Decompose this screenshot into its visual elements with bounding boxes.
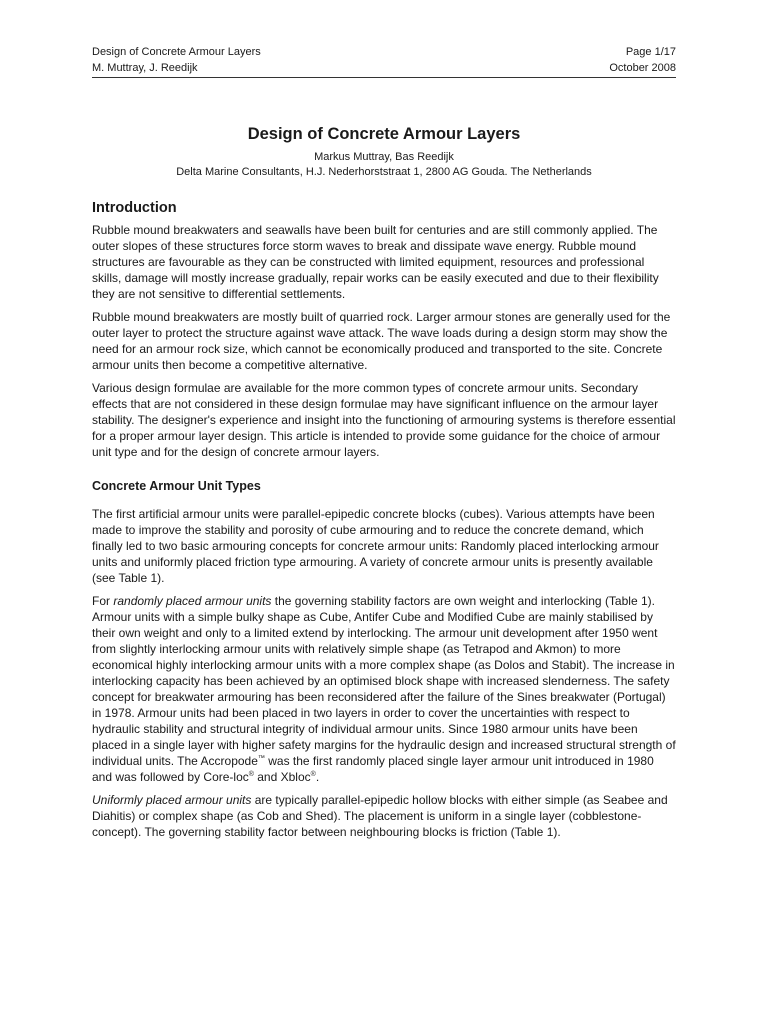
intro-paragraph-3: Various design formulae are available for the more common types of concrete armour units. Secondary effects that are not considered in these design formulae may have significant influence on the armour layer stability. The designer's experience and insight into the functioning of armouring systems is therefore essential for a proper armour layer design. This article is intended to provide some guidance for the choice of armour unit type and for the design of concrete armour layers. (92, 381, 676, 459)
p3-body: are typically parallel-epipedic hollow blocks with either simple (as Seabee and Diahitis) or complex shape (as Cob and Shed). The placement is uniform in a single layer (cobblestone-concept). The governing stability factor between neighbouring blocks is friction (Table 1). (92, 793, 668, 839)
header-date: October 2008 (609, 62, 676, 74)
author-names: Markus Muttray, Bas Reedijk (314, 151, 454, 163)
p3-italic-term: Uniformly placed armour units (92, 793, 252, 807)
section-heading-introduction: Introduction (92, 200, 177, 216)
main-content (92, 199, 676, 847)
page-header (92, 44, 676, 76)
document-page (92, 0, 676, 1024)
header-row-2 (92, 60, 676, 76)
p2-prefix: For (92, 594, 114, 608)
unit-types-paragraph-2 (92, 593, 676, 785)
trademark-symbol: ™ (257, 755, 265, 762)
intro-paragraph-2: Rubble mound breakwaters are mostly built of quarried rock. Larger armour stones are generally used for the outer layer to protect the structure against wave attack. The wave loads during a design storm may show the need for an armour rock size, which cannot be economically produced and transported to the site. Concrete armour units then become a competitive alternative. (92, 310, 671, 372)
p2-end: . (315, 770, 320, 784)
document-title: Design of Concrete Armour Layers (247, 125, 521, 143)
unit-types-paragraph-3 (92, 792, 676, 840)
author-affiliation: Delta Marine Consultants, H.J. Nederhorststraat 1, 2800 AG Gouda. The Netherlands (176, 166, 592, 178)
header-row-1 (92, 44, 676, 60)
title-block (92, 124, 676, 180)
registered-symbol-1: ® (248, 771, 254, 778)
intro-paragraph-1: Rubble mound breakwaters and seawalls have been built for centuries and are still commonly applied. The outer slopes of these structures force storm waves to break and dissipate wave energy. Rubble mound structures are favourable as they can be constructed with limited equipment, resources and professional skills, damage will mostly increase gradually, repair works can be easily executed and due to their flexibility they are not sensitive to differential settlements. (92, 223, 659, 301)
header-divider (92, 77, 676, 78)
unit-types-paragraph-1: The first artificial armour units were parallel-epipedic concrete blocks (cubes). Various attempts have been made to improve the stability and porosity of cube armouring and to reduce the concrete demand, which finally led to two basic armouring concepts for concrete armour units: Randomly placed interlocking armour units and uniformly placed friction type armouring. A variety of concrete armour units is presently available (see Table 1). (92, 507, 659, 585)
p2-and: and Xbloc (253, 770, 311, 784)
header-doc-title: Design of Concrete Armour Layers (92, 46, 261, 58)
p2-mid: was the first randomly placed single layer armour unit introduced in 1980 and was followed by Core-loc (92, 754, 654, 784)
registered-symbol-2: ® (310, 771, 316, 778)
header-authors: M. Muttray, J. Reedijk (92, 62, 198, 74)
section-heading-unit-types: Concrete Armour Unit Types (92, 479, 261, 493)
header-page-number: Page 1/17 (625, 46, 676, 58)
p2-body: the governing stability factors are own weight and interlocking (Table 1). Armour units with a simple bulky shape as Cube, Antifer Cube and Modified Cube are mainly stabilised by their own weight and only to a limited extend by interlocking. The armour unit development after 1950 went from slightly interlocking armour units with relatively simple shape (as Tetrapod and Akmon) to more economical highly interlocking armour units with a more complex shape (as Dolos and Stabit). The increase in interlocking capacity has been achieved by an optimised block shape with increased slenderness. The safety concept for breakwater armouring has been reconsidered after the failure of the Sines breakwater (Portugal) in 1978. Armour units had been placed in two layers in order to cover the uncertainties with respect to hydraulic stability and structural integrity of individual armour units. Since 1980 armour units have been placed in a single layer with higher safety margins for the hydraulic design and increased structural strength of individual units. The Accropode (92, 594, 676, 768)
p2-italic-term: randomly placed armour units (113, 594, 272, 608)
